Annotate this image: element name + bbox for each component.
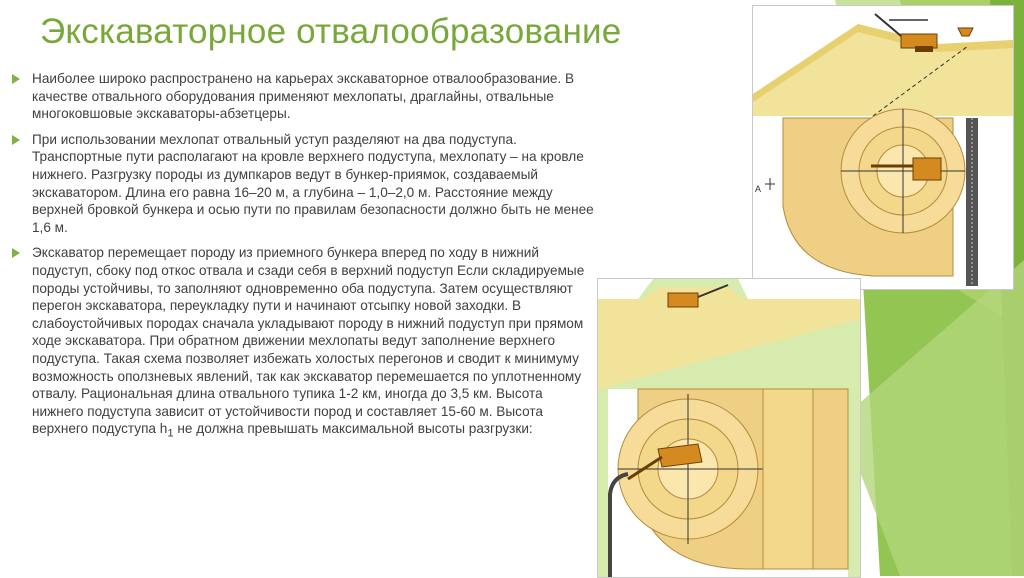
slide-title: Экскаваторное отвалообразование (40, 12, 622, 51)
bullet-item: Экскаватор перемещает породу из приемного бункера вперед по ходу в нижний подуступ, сбоку под откос отвала и сзади себя в верхний подуступ Если складируемые породы устойчивы, то заполняют одновременно оба подуступа. Затем осуществляют перегон экскаватора, переукладку пути и начинают отсыпку новой заходки. В слабоустойчивых породах сначала укладывают породу в нижний подуступ при прямом ходе экскаватора. При обратном движении мехлопаты ведут заполнение верхнего подуступа. Такая схема позволяет избежать холостых перегонов и сводит к минимуму возможность оползневых явлений, так как экскаватор перемешается по уплотненному отвалу. Рациональная длина отвального тупика 1-2 км, иногда до 3,5 км. Высота нижнего подуступа зависит от устойчивости пород и составляет 15-60 м. Высота верхнего подуступа $h_1$ не должна превышать максимальной высоты разгрузки: (10, 244, 587, 443)
dump-scheme-figure-2 (597, 278, 861, 578)
bullet-list (10, 70, 595, 452)
bullet-item: При использовании мехлопат отвальный уступ разделяют на два подуступа. Транспортные пути располагают на кровле верхнего подуступа, мехлопату – на кровле нижнего. Разгрузку породы из думпкаров ведут в бункер-приямок, создаваемый экскаватором. Длина его равна 16–20 м, а глубина – 1,0–2,0 м. Расстояние между верхней бровкой бункера и осью пути по правилам безопасности должно быть не менее 1,6 м. (10, 131, 595, 237)
section-marker-label: A (755, 184, 762, 194)
dump-scheme-figure-1 (752, 5, 1014, 290)
bullet-item: Наиболее широко распространено на карьерах экскаваторное отвалообразование. В качестве отвального оборудования применяют мехлопаты, драглайны, отвальные многоковшовые экскаваторы-абзетцеры. (10, 70, 595, 123)
